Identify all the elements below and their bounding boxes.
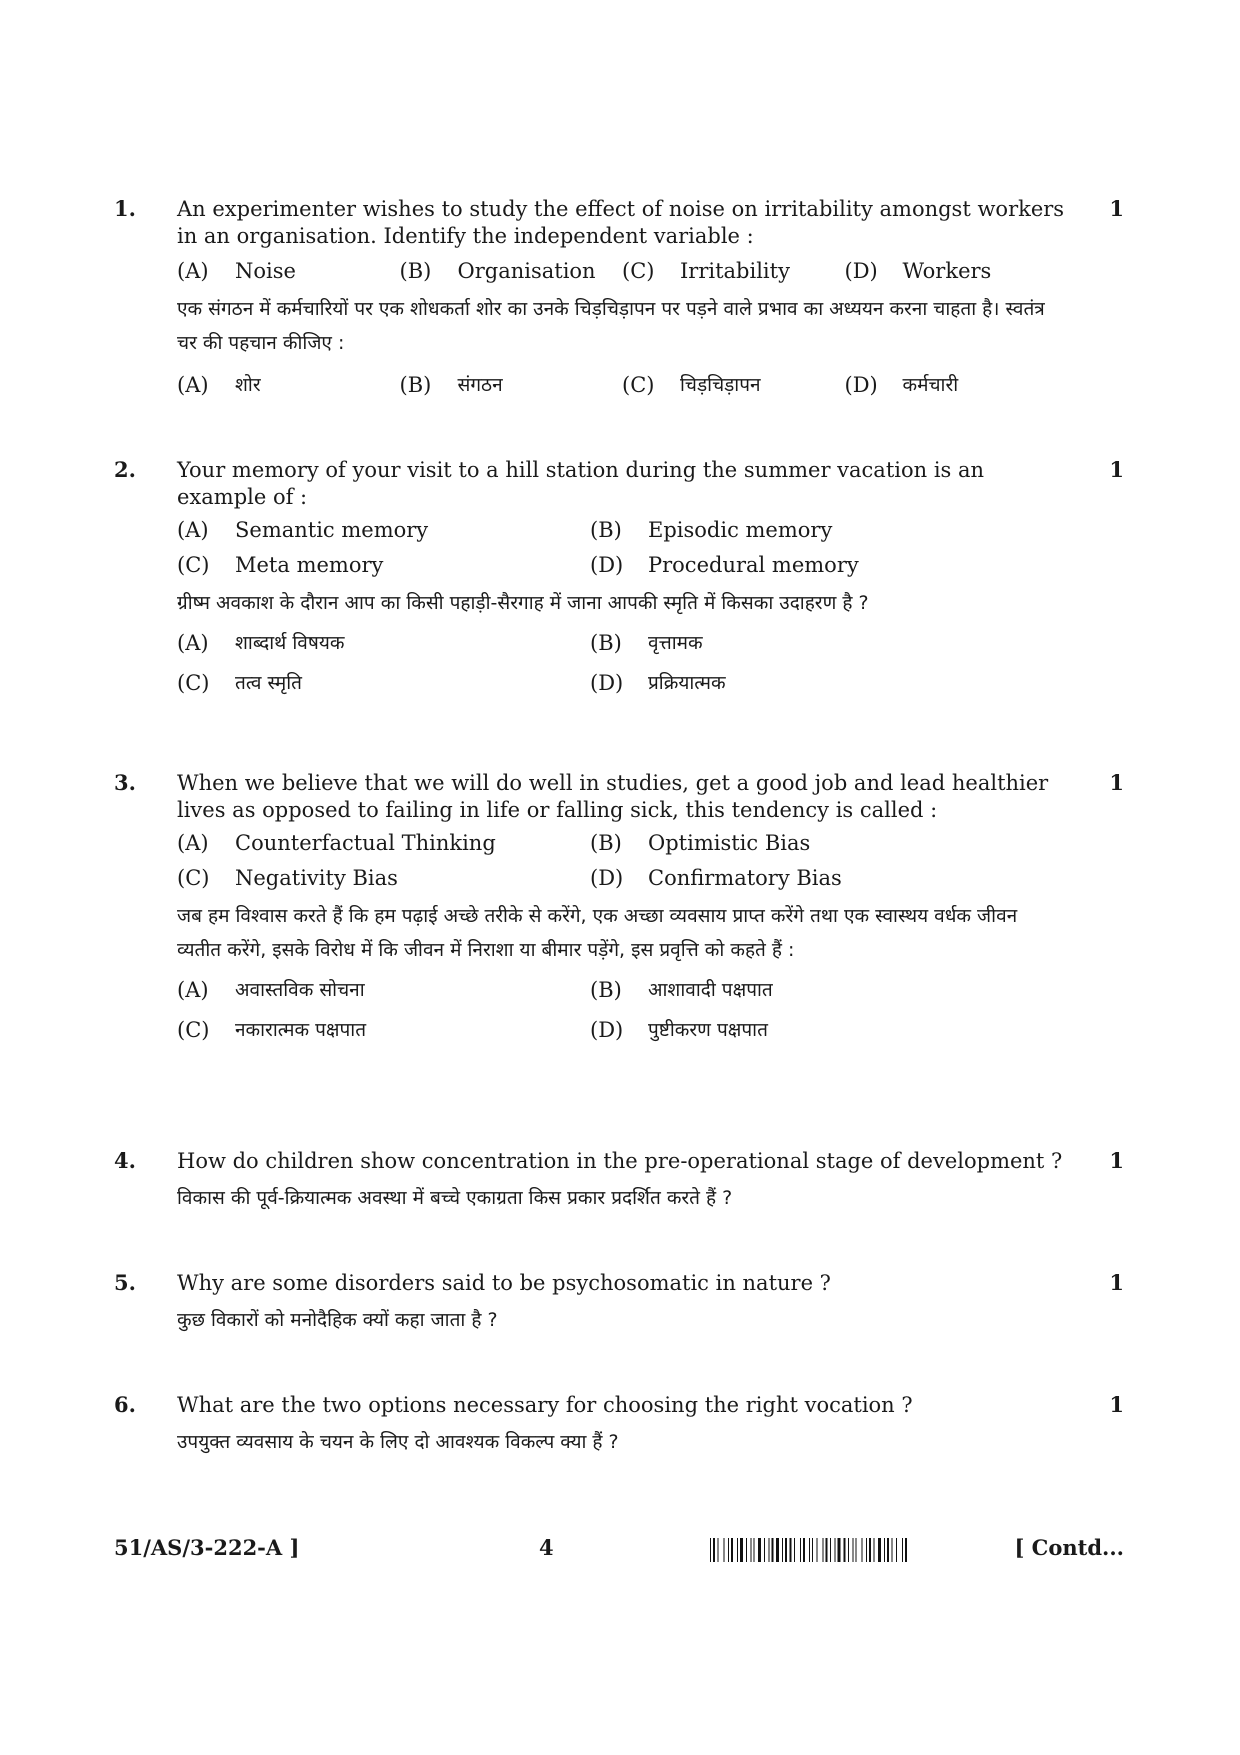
option-b: (B) Organisation (399, 259, 596, 283)
barcode-bar (848, 1538, 849, 1562)
page-footer (114, 1535, 1124, 1567)
barcode-bar (869, 1538, 871, 1562)
contd-label: [ Contd... (1014, 1535, 1124, 1560)
option-c: (C) Irritability (622, 259, 790, 283)
question-text-hindi: जब हम विश्वास करते हैं कि हम पढ़ाई अच्छे तरीके से करेंगे, एक अच्छा व्यवसाय प्राप्त करेंगे तथा एक स्वास्थय वर्धक जीवन व्यतीत करेंगे, इसके विरोध में कि जीवन में निराशा या बीमार पड़ेंगे, इस प्रवृत्ति को कहते हैं : (177, 905, 1018, 961)
barcode-bar (884, 1538, 885, 1562)
question-number: 2. (114, 457, 136, 482)
option-b: (B) आशावादी पक्षपात (590, 978, 773, 1002)
options-english (177, 828, 1067, 893)
option-d: (D) कर्मचारी (844, 373, 959, 397)
question-marks: 1 (1109, 1148, 1124, 1173)
barcode-bar (835, 1538, 836, 1562)
barcode-bar (830, 1538, 831, 1562)
barcode-bar (728, 1538, 729, 1562)
option-a: (A) Semantic memory (177, 518, 429, 542)
barcode-bar (754, 1538, 755, 1562)
question-text-hindi: उपयुक्त व्यवसाय के चयन के लिए दो आवश्यक विकल्प क्या हैं ? (177, 1431, 619, 1453)
question-marks: 1 (1109, 457, 1124, 482)
option-c: (C) Meta memory (177, 553, 384, 577)
barcode-bar (878, 1538, 881, 1562)
barcode-bar (809, 1538, 810, 1562)
question-text-english: What are the two options necessary for choosing the right vocation ? (177, 1393, 913, 1417)
barcode-bar (740, 1538, 743, 1562)
option-d: (D) Confirmatory Bias (590, 866, 842, 890)
option-d: (D) प्रक्रियात्मक (590, 671, 726, 695)
option-b: (B) Optimistic Bias (590, 831, 811, 855)
option-c: (C) तत्व स्मृति (177, 671, 302, 695)
barcode-bar (785, 1538, 787, 1562)
barcode-bar (902, 1538, 903, 1562)
option-a: (A) अवास्तविक सोचना (177, 978, 365, 1002)
barcode-bar (800, 1538, 801, 1562)
barcode-bar (866, 1538, 867, 1562)
question-text-hindi: एक संगठन में कर्मचारियों पर एक शोधकर्ता शोर का उनके चिड़चिड़ापन पर पड़ने वाले प्रभाव का अध्ययन करना चाहता है। स्वतंत्र चर की पहचान कीजिए : (177, 298, 1045, 354)
question-text-english: An experimenter wishes to study the effect of noise on irritability amongst workers in an organisation. Identify the independent variable : (177, 197, 1065, 248)
option-c: (C) Negativity Bias (177, 866, 398, 890)
question-4 (114, 1148, 1124, 1215)
question-text-english: How do children show concentration in the pre-operational stage of development ? (177, 1149, 1063, 1173)
barcode-bar (812, 1538, 813, 1562)
barcode-bar (718, 1538, 719, 1562)
barcode-bar (874, 1538, 875, 1562)
options-hindi (177, 370, 1067, 400)
question-text-english: When we believe that we will do well in studies, get a good job and lead healthier lives as opposed to failing in life or falling sick, this tendency is called : (177, 771, 1049, 822)
barcode-bar (782, 1538, 783, 1562)
option-a: (A) Counterfactual Thinking (177, 831, 496, 855)
options-english (177, 515, 1067, 580)
question-text-english: Your memory of your visit to a hill station during the summer vacation is an example of : (177, 458, 985, 509)
options-english (177, 256, 1067, 286)
options-hindi (177, 628, 1067, 698)
barcode-bar (905, 1538, 907, 1562)
barcode-bar (790, 1538, 792, 1562)
question-number: 4. (114, 1148, 136, 1173)
question-text-english: Why are some disorders said to be psychosomatic in nature ? (177, 1271, 831, 1295)
question-marks: 1 (1109, 196, 1124, 221)
page-number: 4 (539, 1535, 554, 1560)
option-d: (D) Workers (844, 259, 992, 283)
option-a: (A) Noise (177, 259, 296, 283)
barcode-bar (838, 1538, 841, 1562)
question-text-hindi: ग्रीष्म अवकाश के दौरान आप का किसी पहाड़ी-सैरगाह में जाना आपकी स्मृति में किसका उदाहरण है ? (177, 592, 869, 614)
barcode-bar (713, 1538, 715, 1562)
barcode-bar (862, 1538, 863, 1562)
barcode-bar (724, 1538, 725, 1562)
question-marks: 1 (1109, 1270, 1124, 1295)
barcode-bar (887, 1538, 889, 1562)
option-a: (A) शोर (177, 373, 261, 397)
barcode-bar (731, 1538, 733, 1562)
question-number: 5. (114, 1270, 136, 1295)
barcode-bar (710, 1538, 711, 1562)
option-b: (B) संगठन (399, 373, 503, 397)
option-d: (D) पुष्टीकरण पक्षपात (590, 1018, 768, 1042)
paper-code: 51/AS/3-222-A ] (114, 1535, 300, 1560)
question-number: 1. (114, 196, 136, 221)
option-c: (C) चिड़चिड़ापन (622, 373, 761, 397)
question-marks: 1 (1109, 770, 1124, 795)
question-3 (114, 770, 1124, 1045)
question-5 (114, 1270, 1124, 1337)
barcode-bar (764, 1538, 765, 1562)
barcode-bar (758, 1538, 761, 1562)
option-c: (C) नकारात्मक पक्षपात (177, 1018, 367, 1042)
barcode-bar (826, 1538, 828, 1562)
question-text-hindi: विकास की पूर्व-क्रियात्मक अवस्था में बच्चे एकाग्रता किस प्रकार प्रदर्शित करते हैं ? (177, 1187, 733, 1209)
barcode-bar (794, 1538, 795, 1562)
barcode-bar (737, 1538, 738, 1562)
barcode-bar (751, 1538, 752, 1562)
option-a: (A) शाब्दार्थ विषयक (177, 631, 345, 655)
question-text-hindi: कुछ विकारों को मनोदैहिक क्यों कहा जाता है ? (177, 1309, 498, 1331)
option-b: (B) वृत्तामक (590, 631, 703, 655)
question-marks: 1 (1109, 1392, 1124, 1417)
barcode-bar (772, 1538, 774, 1562)
option-d: (D) Procedural memory (590, 553, 859, 577)
barcode-bar (769, 1538, 770, 1562)
barcode-bar (853, 1538, 854, 1562)
barcode-bar (776, 1538, 779, 1562)
barcode-bar (896, 1538, 897, 1562)
barcode-bar (844, 1538, 846, 1562)
barcode-bar (746, 1538, 747, 1562)
question-2 (114, 457, 1124, 698)
barcode-icon (710, 1538, 978, 1562)
question-number: 6. (114, 1392, 136, 1417)
barcode-bar (823, 1538, 824, 1562)
barcode-bar (892, 1538, 893, 1562)
barcode-bar (856, 1538, 857, 1562)
option-b: (B) Episodic memory (590, 518, 833, 542)
question-number: 3. (114, 770, 136, 795)
question-6 (114, 1392, 1124, 1459)
options-hindi (177, 975, 1067, 1045)
barcode-bar (817, 1538, 818, 1562)
barcode-bar (803, 1538, 805, 1562)
question-1 (114, 196, 1124, 400)
